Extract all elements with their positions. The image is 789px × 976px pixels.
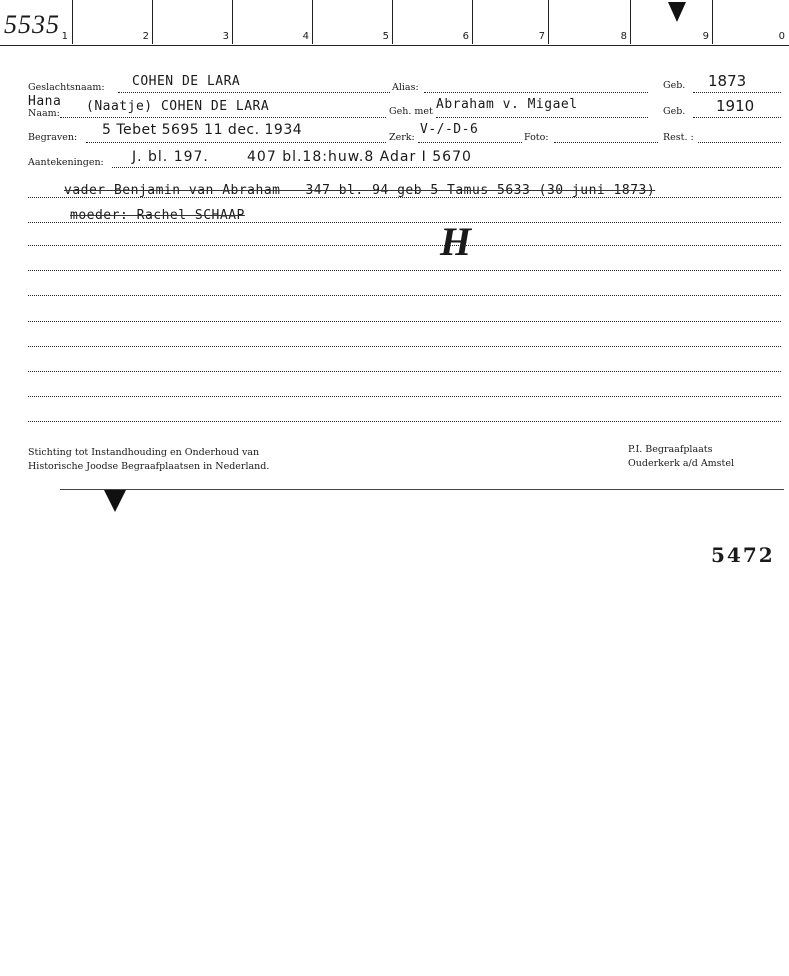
- dotline-foto: [554, 142, 658, 143]
- dotline-geb: [693, 92, 781, 93]
- header-strip: [0, 0, 789, 46]
- stamp-number: 5472: [711, 543, 775, 567]
- header-cell-7: 7: [472, 0, 549, 44]
- header-cell-8: 8: [548, 0, 631, 44]
- value-zerk: V-/-D-6: [420, 122, 479, 137]
- header-cell-10: 0: [712, 0, 789, 44]
- footer-right-line-2: Ouderkerk a/d Amstel: [628, 458, 735, 469]
- label-foto: Foto:: [524, 132, 549, 143]
- label-geh-met: Geh. met: [389, 106, 433, 117]
- dotline-geh-date: [693, 117, 781, 118]
- triangle-marker-bottom-icon: [104, 490, 126, 512]
- note-line: [28, 270, 781, 271]
- note-line: [28, 295, 781, 296]
- header-cell-9: 9: [630, 0, 713, 44]
- card-bottom-edge: [60, 489, 784, 490]
- label-alias: Alias:: [392, 82, 419, 93]
- note-line: [28, 245, 781, 246]
- footer-left: [28, 446, 269, 474]
- value-begraven: 5 Tebet 5695 11 dec. 1934: [102, 122, 303, 138]
- header-cell-2: 2: [72, 0, 153, 44]
- footer-left-line-2: Historische Joodse Begraafplaatsen in Nederland.: [28, 461, 270, 472]
- value-geh-met: Abraham v. Migael: [436, 97, 578, 112]
- label-geslachtsnaam: Geslachtsnaam:: [28, 82, 105, 93]
- footer-right-line-1: P.I. Begraafplaats: [628, 444, 713, 455]
- dotline-zerk: [418, 142, 522, 143]
- label-naam: Naam:: [28, 108, 60, 119]
- value-naam-first: Hana: [28, 94, 62, 109]
- note-line: [28, 321, 781, 322]
- note-line: [28, 421, 781, 422]
- dotline-begraven: [86, 142, 386, 143]
- value-geb-year: 1873: [708, 72, 747, 90]
- header-cell-1: 1: [61, 31, 68, 42]
- label-geb: Geb.: [663, 80, 686, 91]
- header-cell-3: 3: [152, 0, 233, 44]
- label-zerk: Zerk:: [389, 132, 415, 143]
- dotline-aantekeningen: [112, 167, 781, 168]
- footer-right: [628, 443, 734, 471]
- label-rest: Rest. :: [663, 132, 694, 143]
- handwritten-mark: H: [440, 219, 472, 264]
- note-line: [28, 346, 781, 347]
- footer-left-line-1: Stichting tot Instandhouding en Onderhoud van: [28, 447, 260, 458]
- value-aantekeningen: J. bl. 197. 407 bl.18:huw.8 Adar I 5670: [132, 149, 472, 165]
- note-line: [28, 396, 781, 397]
- value-naam: (Naatje) COHEN DE LARA: [86, 99, 270, 114]
- dotline-rest: [698, 142, 781, 143]
- dotline-geh-met: [436, 117, 648, 118]
- header-cell-5: 5: [312, 0, 393, 44]
- note-line: [28, 371, 781, 372]
- dotline-geslachtsnaam: [118, 92, 390, 93]
- value-geslachtsnaam: COHEN DE LARA: [132, 74, 241, 89]
- label-begraven: Begraven:: [28, 132, 78, 143]
- header-cell-6: 6: [392, 0, 473, 44]
- header-cell-4: 4: [232, 0, 313, 44]
- note-line-1-text: vader Benjamin van Abraham 347 bl. 94 geb 5 Tamus 5633 (30 juni 1873): [64, 183, 656, 198]
- note-line-2-text: moeder: Rachel SCHAAP: [70, 208, 245, 223]
- card-number: 5535: [4, 10, 60, 39]
- label-aantekeningen: Aantekeningen:: [28, 157, 104, 168]
- value-geh-year: 1910: [716, 97, 755, 115]
- label-geh-date: Geb.: [663, 106, 686, 117]
- triangle-marker-icon: [668, 2, 686, 22]
- dotline-naam: [60, 117, 386, 118]
- dotline-alias: [424, 92, 648, 93]
